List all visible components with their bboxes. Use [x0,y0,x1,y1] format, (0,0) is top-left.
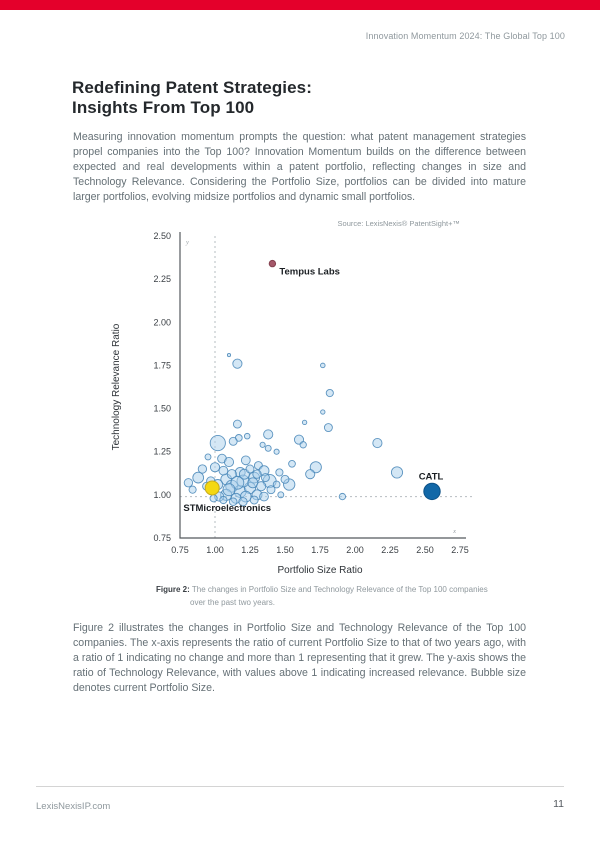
x-axis-title: Portfolio Size Ratio [277,565,363,576]
company-bubble [273,481,280,488]
company-bubble [324,424,332,432]
company-bubble [278,492,284,498]
company-bubble [260,442,265,447]
figure-explanation-paragraph: Figure 2 illustrates the changes in Portfolio Size and Technology Relevance of the Top 100 companies. The x-axis represents the ratio of current Portfolio Size to that of two years ago, with a ratio of 1 indicating no change and more than 1 representing that it grew. The y-axis shows the ratio of Technology Relevance, with values above 1 indicating increased relevance. Bubble size denotes current Portfolio Size. [73,622,526,694]
company-bubble [326,389,333,396]
x-tick-label: 2.25 [381,545,399,555]
page-title-line2: Insights From Top 100 [72,98,255,117]
x-tick-label: 0.75 [171,545,189,555]
company-bubble [257,482,266,491]
label-tempus-labs: Tempus Labs [279,266,340,278]
y-tick-label: 2.00 [153,317,171,328]
company-bubble [229,437,237,445]
running-header: Innovation Momentum 2024: The Global Top 100 [365,31,565,41]
footer-website-link[interactable]: LexisNexisIP.com [36,801,111,812]
company-bubble [373,438,382,447]
company-bubble [321,410,325,414]
bubble-catl [424,483,440,499]
company-bubble [264,430,273,439]
bubble-tempus-labs [269,260,275,266]
company-bubble [281,475,289,483]
company-bubble [302,420,306,424]
figure-caption-label: Figure 2: [156,585,190,594]
x-axis-end-letter: x [453,528,456,535]
y-tick-label: 2.25 [153,274,171,285]
intro-paragraph: Measuring innovation momentum prompts the question: what patent management strategies propel companies into the Top 100? Innovation Momentum builds on the difference between expected and real developments within a patent portfolio, reflecting changes in size and Technology Relevance. Considering the Portfolio Size, portfolios can be divided into mature larger portfolios, evolving midsize portfolios and dynamic small portfolios. [73,131,526,203]
y-tick-label: 1.00 [153,489,171,500]
y-tick-label: 1.75 [153,360,171,371]
company-bubble [205,454,211,460]
company-bubble [223,484,235,496]
y-tick-label: 1.50 [153,403,171,414]
company-bubble [233,420,241,428]
y-tick-label: 2.50 [153,231,171,241]
company-bubble [210,463,219,472]
company-bubble [184,479,192,487]
company-bubble [241,456,250,465]
x-tick-label: 2.50 [416,545,434,555]
company-bubble [321,363,326,368]
figure-caption-text: The changes in Portfolio Size and Technology Relevance of the Top 100 companies over the past two years. [190,585,488,607]
figure2-chart-svg [105,228,565,580]
y-axis-title: Technology Relevance Ratio [111,323,122,451]
company-bubble [261,474,269,482]
company-bubble [198,465,206,473]
company-bubble [246,465,254,473]
company-bubble [210,435,225,450]
x-tick-label: 1.75 [311,545,329,555]
y-tick-label: 0.75 [153,533,171,543]
y-tick-label: 1.25 [153,446,171,457]
company-bubble [274,449,279,454]
company-bubble [300,442,306,448]
company-bubble [189,486,196,493]
label-stmicroelectronics: STMicroelectronics [183,502,272,514]
company-bubble [339,493,345,499]
label-catl: CATL [418,471,444,483]
company-bubble [306,470,315,479]
x-tick-label: 2.75 [451,545,469,555]
page-title-line1: Redefining Patent Strategies: [72,78,312,97]
company-bubble [289,460,296,467]
company-bubble [224,457,233,466]
x-tick-label: 2.00 [346,545,364,555]
company-bubble [227,353,230,356]
company-bubble [260,492,269,501]
y-axis-end-letter: y [186,239,189,246]
company-bubble [210,495,217,502]
brand-top-bar [0,0,600,10]
page-number: 11 [553,798,564,810]
figure2-bubble-chart [105,228,565,580]
footer-divider [36,786,564,787]
x-tick-label: 1.25 [241,545,259,555]
source-note: Source: LexisNexis® PatentSight+™ [337,219,460,228]
company-bubble [219,466,228,475]
figure-caption [156,583,496,609]
page-title [72,78,312,118]
company-bubble [244,433,250,439]
company-bubble [276,469,283,476]
company-bubble [193,472,204,483]
company-bubble [391,467,402,478]
x-tick-label: 1.00 [206,545,224,555]
company-bubble [265,445,271,451]
company-bubble [233,359,242,368]
bubble-stmicroelectronics [205,481,219,495]
x-tick-label: 1.50 [276,545,294,555]
company-bubble [253,470,261,478]
